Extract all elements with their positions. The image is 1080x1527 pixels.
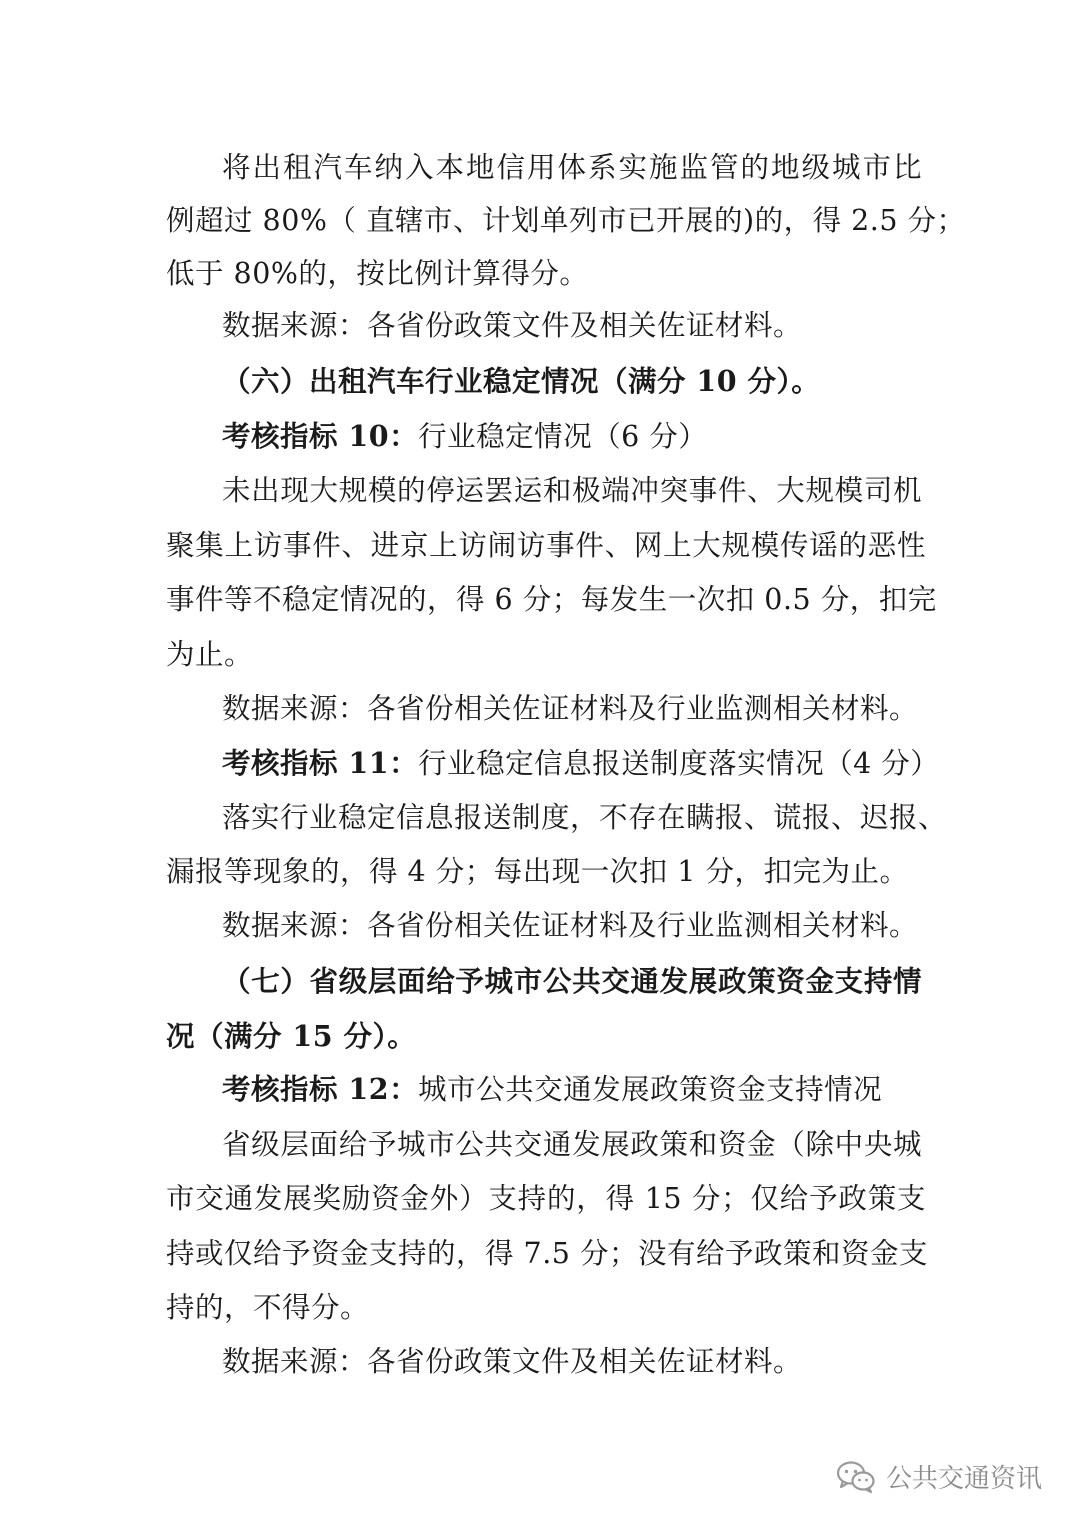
watermark [836, 1458, 1042, 1495]
data-source-line: 数据来源：各省份相关佐证材料及行业监测相关材料。 [222, 692, 919, 725]
data-source-line: 数据来源：各省份政策文件及相关佐证材料。 [222, 1345, 803, 1378]
paragraph-line: 未出现大规模的停运罢运和极端冲突事件、大规模司机 [222, 474, 922, 507]
paragraph-line: 漏报等现象的，得 4 分；每出现一次扣 1 分，扣完为止。 [166, 855, 909, 888]
indicator-heading [222, 743, 940, 784]
data-source-line: 数据来源：各省份相关佐证材料及行业监测相关材料。 [222, 909, 919, 942]
paragraph-line: 落实行业稳定信息报送制度，不存在瞒报、谎报、迟报、 [222, 801, 948, 834]
indicator-title: 城市公共交通发展政策资金支持情况 [418, 1073, 883, 1106]
paragraph-line: 事件等不稳定情况的，得 6 分；每发生一次扣 0.5 分，扣完 [166, 583, 937, 616]
indicator-title: 行业稳定信息报送制度落实情况（4 分） [418, 747, 940, 780]
indicator-label: 考核指标 10： [222, 419, 419, 453]
indicator-label: 考核指标 11： [222, 746, 419, 780]
paragraph-line: 持或仅给予资金支持的，得 7.5 分；没有给予政策和资金支 [166, 1237, 928, 1270]
paragraph-line: 市交通发展奖励资金外）支持的，得 15 分；仅给予政策支 [166, 1182, 926, 1215]
section-heading: （六）出租汽车行业稳定情况（满分 10 分）。 [222, 364, 821, 398]
wechat-icon [836, 1460, 876, 1494]
watermark-text: 公共交通资讯 [886, 1464, 1043, 1494]
paragraph-line: 将出租汽车纳入本地信用体系实施监管的地级城市比 [222, 151, 922, 184]
paragraph-line: 聚集上访事件、进京上访闹访事件、网上大规模传谣的恶性 [166, 529, 926, 562]
section-heading: （七）省级层面给予城市公共交通发展政策资金支持情 [222, 964, 922, 998]
paragraph-line: 例超过 80%（ 直辖市、计划单列市已开展的)的，得 2.5 分； [166, 204, 966, 237]
indicator-label: 考核指标 12： [222, 1072, 419, 1106]
indicator-heading [222, 1069, 922, 1110]
data-source-line: 数据来源：各省份政策文件及相关佐证材料。 [222, 309, 803, 342]
indicator-title: 行业稳定情况（6 分） [418, 420, 708, 453]
section-heading-continued: 况（满分 15 分）。 [166, 1019, 417, 1053]
paragraph-line: 省级层面给予城市公共交通发展政策和资金（除中央城 [222, 1128, 922, 1161]
paragraph-line: 低于 80%的，按比例计算得分。 [166, 257, 589, 290]
indicator-heading [222, 416, 922, 457]
paragraph-line: 为止。 [166, 638, 254, 671]
paragraph-line: 持的，不得分。 [166, 1291, 370, 1324]
